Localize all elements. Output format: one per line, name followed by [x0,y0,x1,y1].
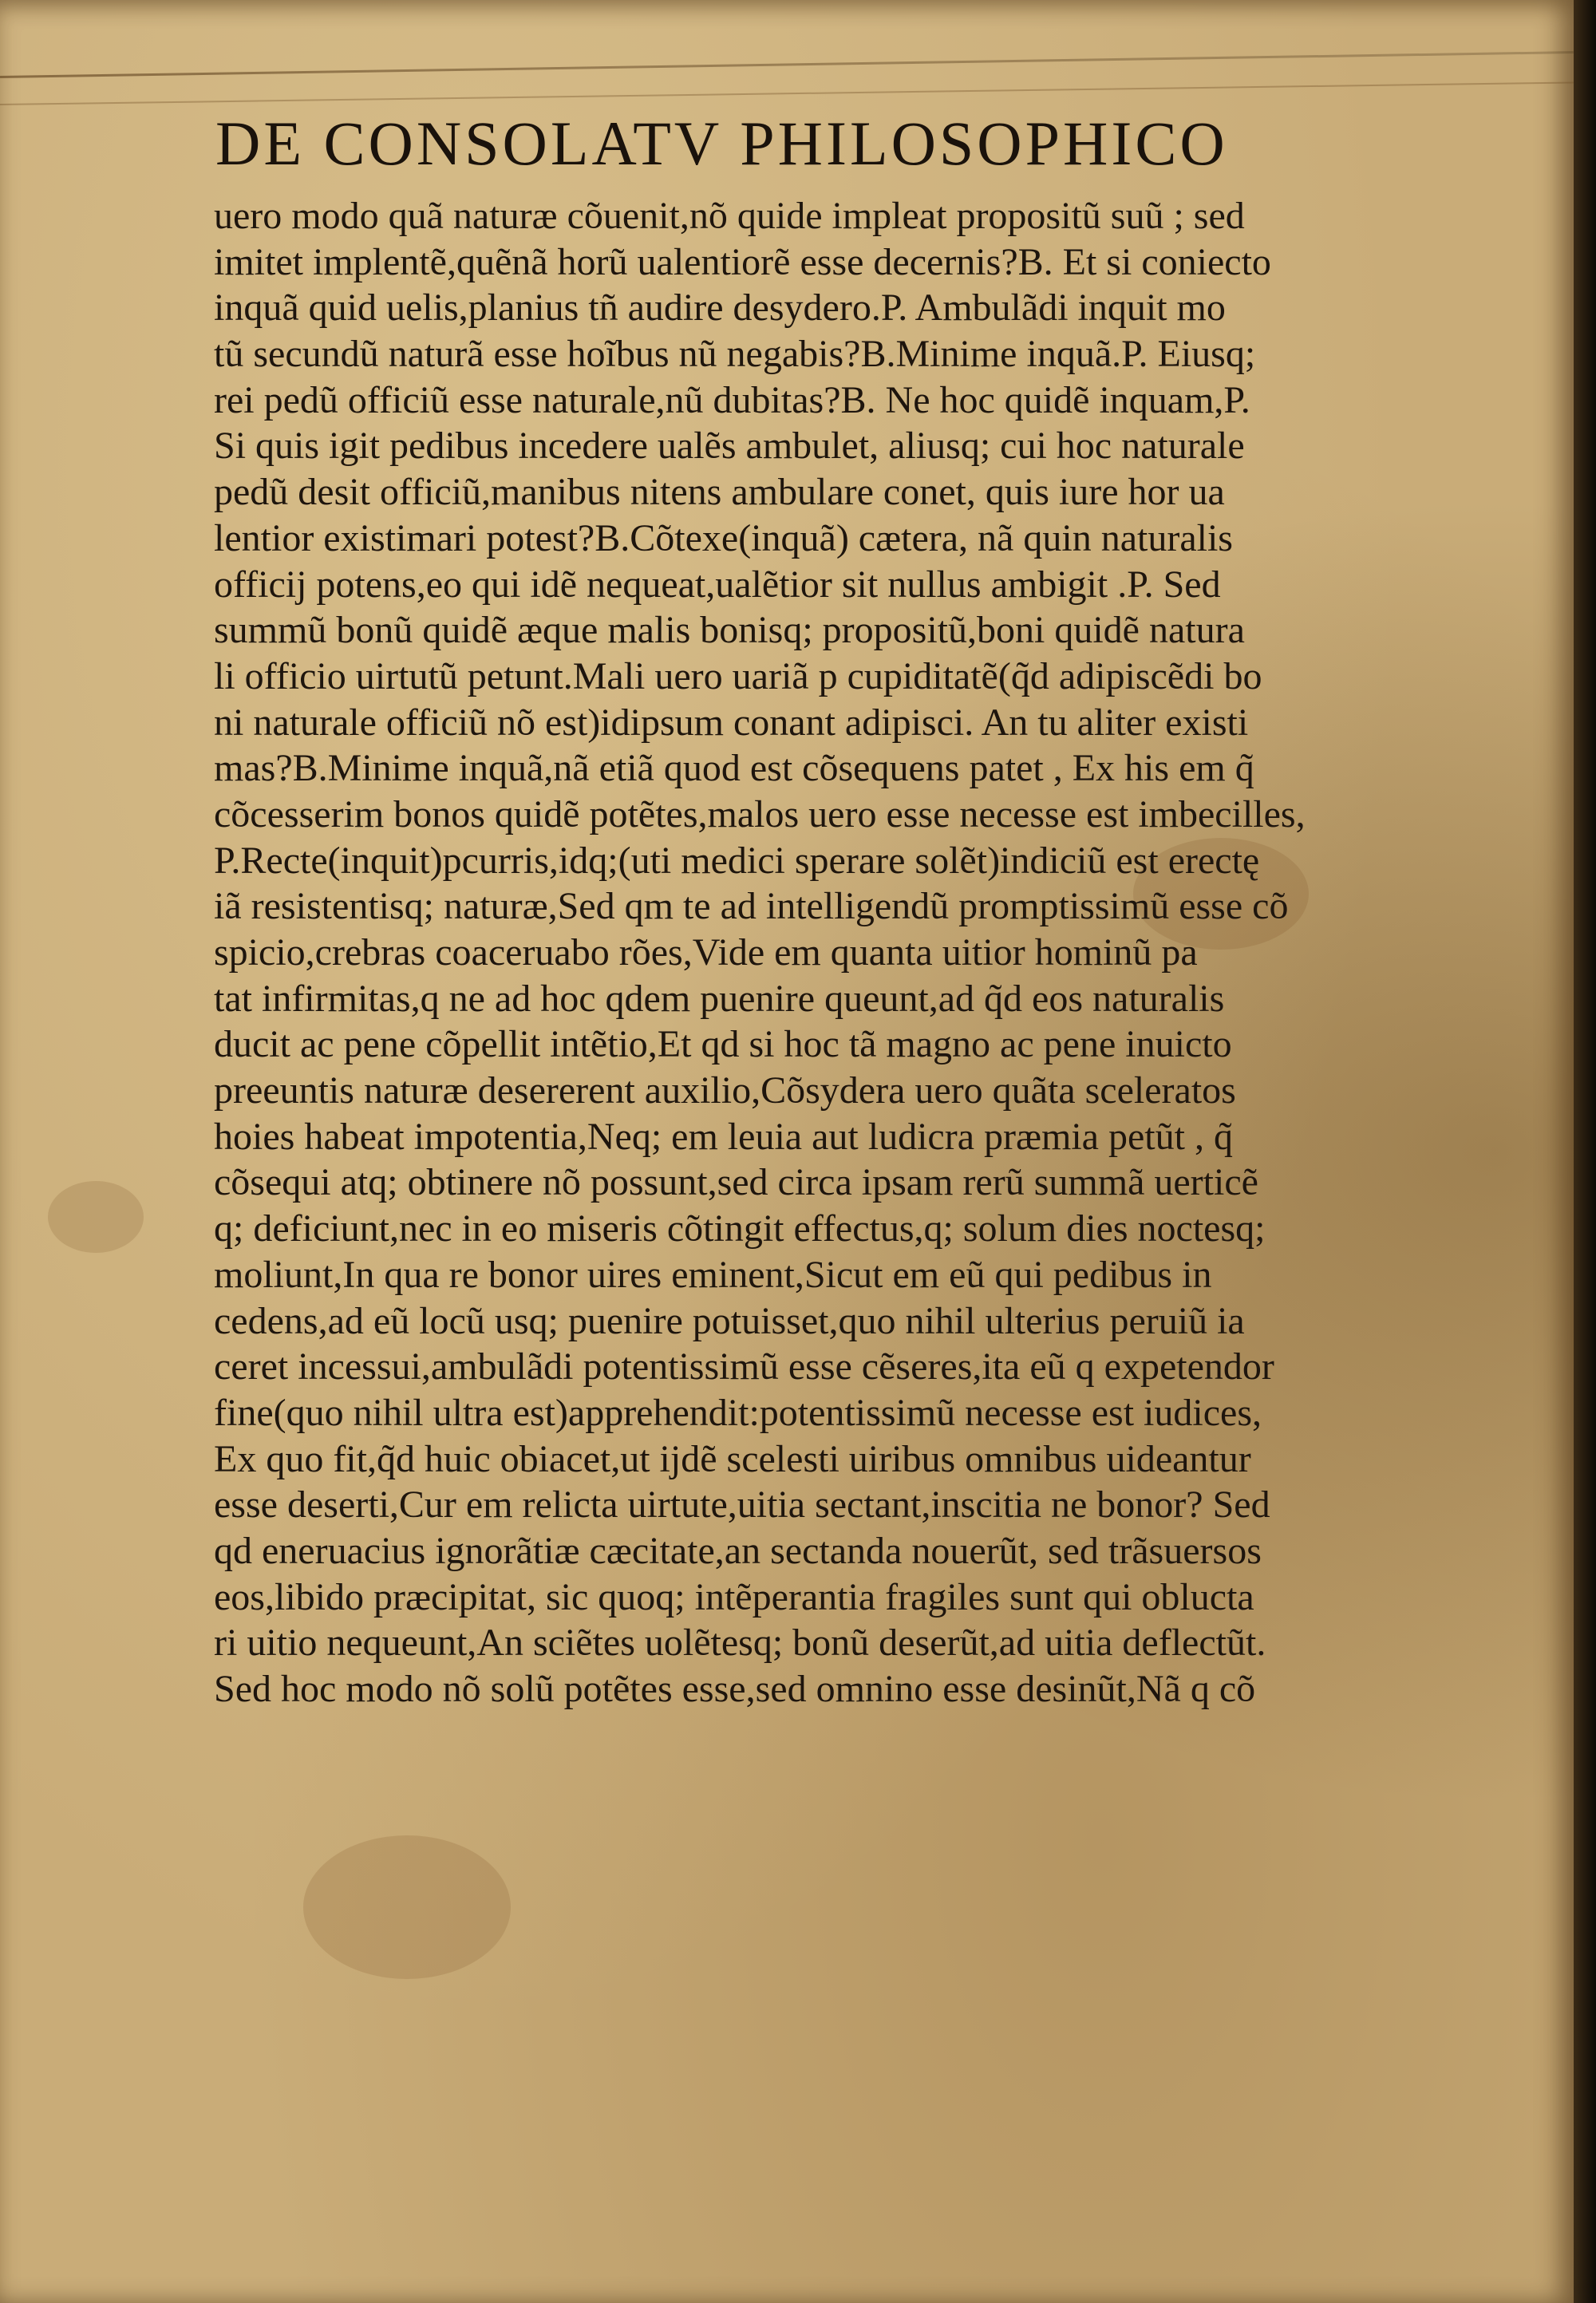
body-text [214,193,1459,1712]
text-line: P.Recte(inquit)pcurris,idq;(uti medici sperare solẽt)indiciũ est erectę [214,839,1260,882]
page-crease [0,81,1574,105]
text-line: eos,libido præcipitat, sic quoq; intẽperantia fragiles sunt qui oblucta [214,1575,1254,1618]
paper-stain [48,1181,144,1253]
text-line: Si quis igit pedibus incedere ualẽs ambulet, aliusq; cui hoc naturale [214,425,1245,468]
text-line: spicio,crebras coaceruabo rões,Vide em quanta uitior hominũ pa [214,931,1198,974]
text-line: tat infirmitas,q ne ad hoc qdem puenire queunt,ad q̃d eos naturalis [214,977,1225,1020]
text-line: imitet implentẽ,quẽnã horũ ualentiorẽ esse decernis?B. Et si coniecto [214,240,1271,283]
text-line: ni naturale officiũ nõ est)idipsum conant adipisci. An tu aliter existi [214,701,1249,744]
text-line: pedũ desit officiũ,manibus nitens ambulare conet, quis iure hor ua [214,471,1225,514]
text-line: mas?B.Minime inquã,nã etiã quod est cõsequens patet , Ex his em q̃ [214,747,1254,790]
paper-stain [303,1835,511,1979]
running-header: DE CONSOLATV PHILOSOPHICO [215,109,1228,178]
book-gutter [1574,0,1596,2303]
text-line: ceret incessui,ambulãdi potentissimũ esse cẽseres,ita eũ q expetendor [214,1345,1274,1389]
page-crease [0,51,1574,78]
text-line: summũ bonũ quidẽ æque malis bonisq; propositũ,boni quidẽ natura [214,609,1245,652]
text-line: preeuntis naturæ desererent auxilio,Cõsydera uero quãta sceleratos [214,1069,1236,1112]
text-line: ducit ac pene cõpellit intẽtio,Et qd si hoc tã magno ac pene inuicto [214,1023,1232,1066]
text-line: li officio uirtutũ petunt.Mali uero uariã p cupiditatẽ(q̃d adipiscẽdi bo [214,654,1262,697]
text-line: moliunt,In qua re bonor uires eminent,Sicut em eũ qui pedibus in [214,1253,1212,1296]
text-line: esse deserti,Cur em relicta uirtute,uitia sectant,inscitia ne bonor? Sed [214,1483,1270,1527]
text-line: Sed hoc modo nõ solũ potẽtes esse,sed omnino esse desinũt,Nã q cõ [214,1668,1256,1710]
text-line: inquã quid uelis,planius tñ audire desydero.P. Ambulãdi inquit mo [214,286,1226,330]
text-line: officij potens,eo qui idẽ nequeat,ualẽtior sit nullus ambigit .P. Sed [214,563,1221,606]
text-line: uero modo quã naturæ cõuenit,nõ quide impleat propositũ suũ ; sed [214,195,1245,237]
text-line: iã resistentisq; naturæ,Sed qm te ad intelligendũ promptissimũ esse cõ [214,885,1289,928]
text-line: rei pedũ officiũ esse naturale,nũ dubitas?B. Ne hoc quidẽ inquam,P. [214,378,1250,421]
text-line: lentior existimari potest?B.Cõtexe(inquã) cætera, nã quin naturalis [214,516,1233,559]
text-line: hoies habeat impotentia,Neq; em leuia aut ludicra præmia petũt , q̃ [214,1115,1233,1158]
text-line: cõcesserim bonos quidẽ potẽtes,malos uero esse necesse est imbecilles, [214,792,1306,835]
text-line: cedens,ad eũ locũ usq; puenire potuisset,quo nihil ulterius peruiũ ia [214,1299,1245,1342]
text-line: fine(quo nihil ultra est)apprehendit:potentissimũ necesse est iudices, [214,1391,1262,1434]
text-line: Ex quo fit,q̃d huic obiacet,ut ijdẽ scelesti uiribus omnibus uideantur [214,1437,1251,1480]
text-line: q; deficiunt,nec in eo miseris cõtingit effectus,q; solum dies noctesq; [214,1207,1266,1250]
text-line: ri uitio nequeunt,An sciẽtes uolẽtesq; bonũ deserũt,ad uitia deflectũt. [214,1622,1266,1665]
text-line: cõsequi atq; obtinere nõ possunt,sed circa ipsam rerũ summã uerticẽ [214,1161,1258,1204]
text-line: qd eneruacius ignorãtiæ cæcitate,an sectanda nouerũt, sed trãsuersos [214,1529,1262,1572]
text-line: tũ secundũ naturã esse hoĩbus nũ negabis?B.Minime inquã.P. Eiusq; [214,333,1256,376]
